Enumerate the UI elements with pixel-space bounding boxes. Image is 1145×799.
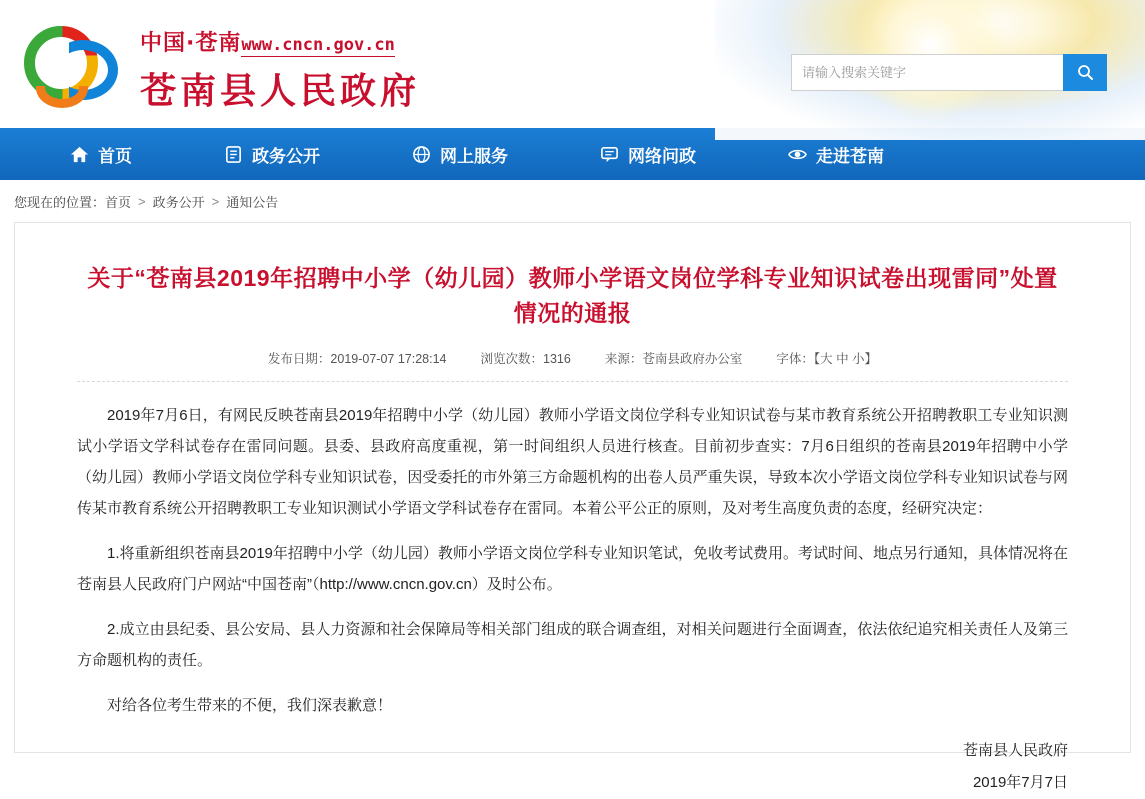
breadcrumb-separator: > [211, 193, 220, 209]
nav-item-label: 网络问政 [628, 146, 696, 166]
site-header [0, 0, 1145, 128]
nav-item-label: 首页 [98, 146, 132, 166]
nav-item-online-service[interactable] [412, 142, 508, 167]
brand-url[interactable]: www.cncn.gov.cn [241, 35, 395, 55]
nav-item-government-affairs[interactable] [224, 142, 320, 167]
search-input[interactable] [791, 54, 1063, 91]
brand-title: 苍南县人民政府 [140, 71, 421, 112]
page-title: 关于“苍南县2019年招聘中小学（幼儿园）教师小学语文岗位学科专业知识试卷出现雷同”处置情况的通报 [87, 265, 1058, 326]
article-paragraph: 2019年7月6日，有网民反映苍南县2019年招聘中小学（幼儿园）教师小学语文岗位学科专业知识试卷与某市教育系统公开招聘教职工专业知识测试小学语文学科试卷存在雷同问题。县委、县政府高度重视，第一时间组织人员进行核查。目前初步查实：7月6日组织的苍南县2019年招聘中小学（幼儿园）教师小学语文岗位学科专业知识试卷，因受委托的市外第三方命题机构的出卷人员严重失误，导致本次小学语文岗位学科专业知识试卷与网传某市教育系统公开招聘教职工专业知识测试小学语文学科试卷存在雷同。本着公平公正的原则，及对考生高度负责的态度，经研究决定： [77, 407, 1068, 517]
breadcrumb-prefix: 您现在的位置： [14, 194, 106, 210]
nav-item-home[interactable] [70, 142, 132, 167]
eye-icon [788, 145, 807, 164]
home-icon [70, 145, 89, 164]
breadcrumb [0, 180, 1145, 222]
globe-icon [412, 145, 431, 164]
signature-date: 2019年7月7日 [972, 774, 1068, 791]
font-size-label: 字体：【 [776, 352, 821, 366]
publish-date: 发布日期：2019-07-07 17:28:14 [267, 352, 447, 366]
cangnan-government-logo[interactable] [18, 16, 128, 112]
breadcrumb-separator: > [138, 193, 146, 209]
signature-org: 苍南县人民政府 [962, 742, 1068, 759]
breadcrumb-item-notice[interactable]: 通知公告 [226, 194, 279, 210]
article-body [77, 400, 1068, 721]
brand-top-line [140, 26, 420, 57]
view-count: 浏览次数：1316 [480, 352, 571, 366]
font-size-options[interactable]: 大 中 小 [820, 352, 865, 366]
search-icon [1077, 64, 1094, 81]
article-meta [77, 349, 1068, 382]
document-icon [224, 145, 243, 164]
article-card [14, 222, 1131, 791]
nav-item-label: 政务公开 [252, 146, 320, 166]
search-box [791, 54, 1107, 91]
article-paragraph: 对给各位考生带来的不便，我们深表歉意！ [107, 697, 393, 714]
breadcrumb-item-government-affairs[interactable]: 政务公开 [152, 194, 205, 210]
article-paragraph: 1.将重新组织苍南县2019年招聘中小学（幼儿园）教师小学语文岗位学科专业知识笔试，免收考试费用。考试时间、地点另行通知，具体情况将在苍南县人民政府门户网站“中国苍南”（http://www.cncn.gov.cn）及时公布。 [77, 545, 1068, 593]
nav-item-about-cangnan[interactable] [788, 142, 884, 167]
brand-block [140, 26, 420, 114]
brand-prefix: 中国·苍南 [140, 31, 242, 56]
article-paragraph: 2.成立由县纪委、县公安局、县人力资源和社会保障局等相关部门组成的联合调查组，对相关问题进行全面调查，依法依纪追究相关责任人及第三方命题机构的责任。 [77, 621, 1068, 669]
font-size-control[interactable] [776, 349, 877, 367]
breadcrumb-item-home[interactable]: 首页 [105, 194, 132, 210]
nav-item-label: 网上服务 [440, 146, 508, 166]
nav-item-label: 走进苍南 [816, 146, 884, 166]
search-button[interactable] [1063, 54, 1107, 91]
chat-icon [600, 145, 619, 164]
article-source: 来源：苍南县政府办公室 [604, 352, 743, 366]
nav-item-online-politics[interactable] [600, 142, 696, 167]
font-size-label-end: 】 [864, 352, 878, 366]
article-signature [77, 735, 1068, 799]
